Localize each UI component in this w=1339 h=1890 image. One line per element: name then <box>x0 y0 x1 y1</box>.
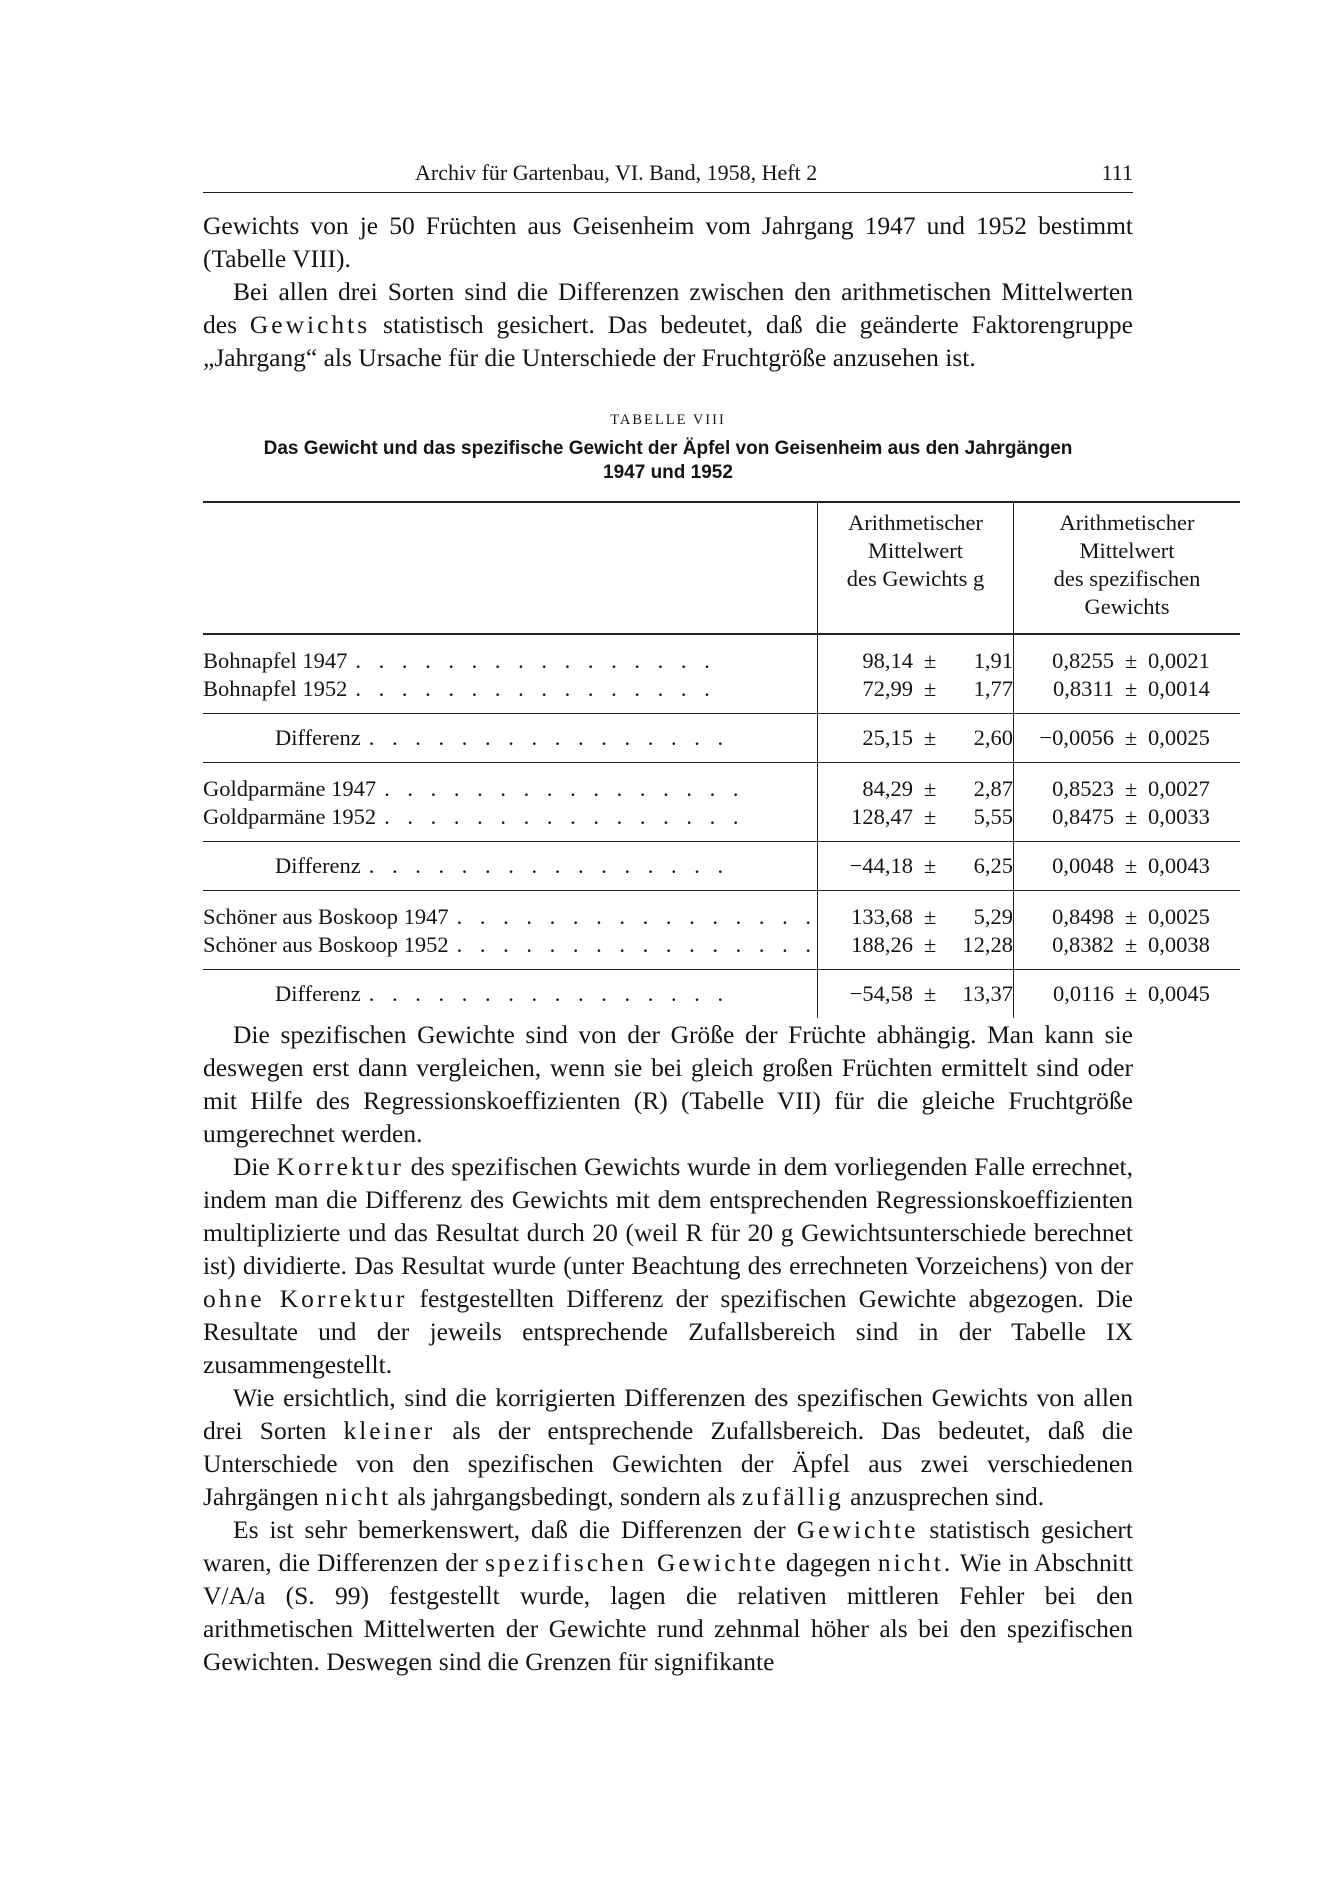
error-value: 0,0025 <box>1148 725 1210 750</box>
text-run: statistisch gesichert waren, die Differenzen der <box>203 1515 1133 1577</box>
spaced-emphasis: Gewichte <box>796 1515 919 1544</box>
spaced-emphasis: ohne Korrektur <box>203 1284 408 1313</box>
header-cell-variety <box>203 502 818 634</box>
table-row-difference <box>203 970 1240 1019</box>
plus-minus: ± <box>923 725 937 750</box>
error-value: 0,0021 <box>1148 648 1210 673</box>
weight-cell <box>818 634 1014 714</box>
header-text: des spezifischen Gewichts <box>1053 566 1201 619</box>
specific-weight-cell <box>1014 891 1241 970</box>
table-row-group <box>203 634 1240 714</box>
table-title <box>203 437 1133 485</box>
plus-minus: ± <box>1124 725 1138 750</box>
error-value: 1,91 <box>973 648 1013 673</box>
journal-title: Archiv für Gartenbau, VI. Band, 1958, Heft 2 <box>415 160 818 185</box>
header-cell-specific-weight <box>1014 502 1241 634</box>
plus-minus: ± <box>1124 648 1138 673</box>
spaced-emphasis: Korrektur <box>276 1152 405 1181</box>
mean-value: 72,99 <box>862 676 913 701</box>
row-label: Bohnapfel 1947 <box>203 648 348 673</box>
plus-minus: ± <box>1124 904 1138 929</box>
leader-dots: . . . . . . . . . . . . . . . . <box>368 981 730 1006</box>
leader-dots: . . . . . . . . . . . . . . . . <box>384 804 745 829</box>
plus-minus: ± <box>1124 804 1138 829</box>
weight-cell <box>818 970 1014 1019</box>
error-value: 0,0045 <box>1148 981 1210 1006</box>
header-rule <box>203 192 1133 193</box>
mean-value: 0,8255 <box>1052 648 1114 673</box>
mean-value: 0,8311 <box>1052 676 1114 701</box>
table-title-line: Das Gewicht und das spezifische Gewicht der Äpfel von Geisenheim aus den Jahrgängen <box>263 438 1073 459</box>
specific-weight-cell <box>1014 842 1241 891</box>
mean-value: 0,8523 <box>1052 776 1114 801</box>
row-label: Bohnapfel 1952 <box>203 676 348 701</box>
error-value: 1,77 <box>973 676 1013 701</box>
plus-minus: ± <box>1124 776 1138 801</box>
plus-minus: ± <box>923 981 937 1006</box>
spaced-emphasis: spezifischen Gewichte <box>484 1548 779 1577</box>
leader-dots: . . . . . . . . . . . . . . . . <box>368 853 730 878</box>
leader-dots: . . . . . . . . . . . . . . . . <box>355 676 716 701</box>
plus-minus: ± <box>923 776 937 801</box>
spaced-emphasis: nicht. <box>877 1548 954 1577</box>
mean-value: 128,47 <box>851 804 913 829</box>
plus-minus: ± <box>923 904 937 929</box>
row-label: Schöner aus Boskoop 1947 <box>203 904 449 929</box>
error-value: 13,37 <box>962 981 1013 1006</box>
table-row-difference <box>203 714 1240 763</box>
label-cell <box>203 714 818 763</box>
specific-weight-cell <box>1014 634 1241 714</box>
plus-minus: ± <box>1124 853 1138 878</box>
error-value: 12,28 <box>962 932 1013 957</box>
spaced-emphasis: Gewichts <box>249 310 371 339</box>
spaced-emphasis: zufällig <box>741 1482 844 1511</box>
paragraph-4 <box>203 1150 1133 1381</box>
header-text: Arithmetischer Mittelwert <box>848 510 983 563</box>
error-value: 0,0025 <box>1148 904 1210 929</box>
table-header-row <box>203 502 1240 634</box>
spaced-emphasis: kleiner <box>343 1416 436 1445</box>
error-value: 0,0033 <box>1148 804 1210 829</box>
running-header <box>203 160 1133 190</box>
mean-value: 25,15 <box>862 725 913 750</box>
text-run: Die <box>233 1152 277 1181</box>
label-cell <box>203 970 818 1019</box>
header-cell-weight <box>818 502 1014 634</box>
specific-weight-cell <box>1014 970 1241 1019</box>
specific-weight-cell <box>1014 714 1241 763</box>
spaced-emphasis: nicht <box>325 1482 392 1511</box>
text-run: Es ist sehr bemerkenswert, daß die Differenzen der <box>233 1515 797 1544</box>
error-value: 5,55 <box>973 804 1013 829</box>
page-number: 111 <box>1101 160 1133 185</box>
page <box>203 160 1210 1678</box>
text-run: statistisch gesichert. Das bedeutet, daß die geänderte Faktorengruppe „Jahrgang“ als Ursache für die Unterschiede der Fruchtgröße anzusehen ist. <box>203 310 1133 372</box>
data-table <box>203 501 1240 1018</box>
specific-weight-cell <box>1014 763 1241 842</box>
leader-dots: . . . . . . . . . . . . . . . . <box>384 776 745 801</box>
mean-value: 133,68 <box>851 904 913 929</box>
text-run: als der entsprechende Zufallsbereich. Das bedeutet, daß die Unterschiede von den spezifischen Gewichten der Äpfel aus zwei verschiedenen Jahrgängen <box>203 1416 1133 1511</box>
mean-value: 84,29 <box>862 776 913 801</box>
row-label: Differenz <box>275 725 361 750</box>
mean-value: −54,58 <box>849 981 913 1006</box>
mean-value: −0,0056 <box>1039 725 1114 750</box>
error-value: 0,0027 <box>1148 776 1210 801</box>
weight-cell <box>818 891 1014 970</box>
table-row-difference <box>203 842 1240 891</box>
error-value: 6,25 <box>973 853 1013 878</box>
mean-value: 0,8382 <box>1052 932 1114 957</box>
mean-value: 0,0116 <box>1052 981 1114 1006</box>
header-text: des Gewichts g <box>846 566 985 591</box>
label-cell <box>203 763 818 842</box>
paragraph-6 <box>203 1513 1133 1678</box>
text-run: Wie ersichtlich, sind die korrigierten Differenzen des spezifischen Gewichts von allen drei Sorten <box>203 1383 1133 1445</box>
text-run: dagegen <box>778 1548 878 1577</box>
error-value: 0,0014 <box>1148 676 1210 701</box>
leader-dots: . . . . . . . . . . . . . . . . <box>368 725 730 750</box>
text-run: anzusprechen sind. <box>843 1482 1045 1511</box>
table-caption: TABELLE VIII <box>610 412 726 428</box>
table-title-line: 1947 und 1952 <box>603 462 733 483</box>
plus-minus: ± <box>1124 932 1138 957</box>
text-run: des spezifischen Gewichts wurde in dem vorliegenden Falle errechnet, indem man die Differenz des Gewichts mit dem entsprechenden Regressionskoeffizienten multiplizierte und das Resultat durch 20 (weil R für 20 g Gewichtsunterschiede berechnet ist) dividierte. Das Resultat wurde (unter Beachtung des errechneten Vorzeichens) von der <box>203 1152 1133 1280</box>
weight-cell <box>818 714 1014 763</box>
plus-minus: ± <box>1124 676 1138 701</box>
label-cell <box>203 891 818 970</box>
leader-dots: . . . . . . . . . . . . . . . . <box>355 648 716 673</box>
table-row-group <box>203 891 1240 970</box>
mean-value: 98,14 <box>862 648 913 673</box>
leader-dots: . . . . . . . . . . . . . . . . <box>456 904 817 929</box>
row-label: Goldparmäne 1952 <box>203 804 377 829</box>
row-label: Schöner aus Boskoop 1952 <box>203 932 449 957</box>
text-run: Bei allen drei Sorten sind die Differenzen zwischen den arithmetischen Mittelwerten des <box>203 277 1133 339</box>
error-value: 0,0038 <box>1148 932 1210 957</box>
plus-minus: ± <box>923 648 937 673</box>
error-value: 2,87 <box>973 776 1013 801</box>
weight-cell <box>818 842 1014 891</box>
text-run: Wie in Abschnitt V/A/a (S. 99) festgestellt wurde, lagen die relativen mittleren Fehler bei den arithmetischen Mittelwerten der Gewichte rund zehnmal höher als bei den spezifischen Gewichten. Deswegen sind die Grenzen für signifikante <box>203 1548 1133 1676</box>
error-value: 2,60 <box>973 725 1013 750</box>
weight-cell <box>818 763 1014 842</box>
paragraph-5 <box>203 1381 1133 1513</box>
plus-minus: ± <box>1124 981 1138 1006</box>
text-run: als jahrgangsbedingt, sondern als <box>391 1482 742 1511</box>
row-label: Goldparmäne 1947 <box>203 776 377 801</box>
row-label: Differenz <box>275 853 361 878</box>
plus-minus: ± <box>923 932 937 957</box>
text-run: festgestellten Differenz der spezifischen Gewichte abgezogen. Die Resultate und der jeweils entsprechende Zufallsbereich sind in der Tabelle IX zusammengestellt. <box>203 1284 1133 1379</box>
error-value: 0,0043 <box>1148 853 1210 878</box>
mean-value: 0,8498 <box>1052 904 1114 929</box>
paragraph-1: Gewichts von je 50 Früchten aus Geisenheim vom Jahrgang 1947 und 1952 bestimmt (Tabelle VIII). <box>203 211 1133 273</box>
error-value: 5,29 <box>973 904 1013 929</box>
plus-minus: ± <box>923 853 937 878</box>
mean-value: 188,26 <box>851 932 913 957</box>
paragraph-2 <box>203 275 1133 374</box>
leader-dots: . . . . . . . . . . . . . . . . <box>456 932 817 957</box>
label-cell <box>203 634 818 714</box>
label-cell <box>203 842 818 891</box>
plus-minus: ± <box>923 676 937 701</box>
plus-minus: ± <box>923 804 937 829</box>
table-row-group <box>203 763 1240 842</box>
header-text: Arithmetischer Mittelwert <box>1059 510 1195 563</box>
mean-value: 0,0048 <box>1052 853 1114 878</box>
paragraph-3: Die spezifischen Gewichte sind von der Größe der Früchte abhängig. Man kann sie deswegen erst dann vergleichen, wenn sie bei gleich großen Früchten ermittelt sind oder mit Hilfe des Regressionskoeffizienten (R) (Tabelle VII) für die gleiche Fruchtgröße umgerechnet werden. <box>203 1020 1133 1148</box>
row-label: Differenz <box>275 981 361 1006</box>
mean-value: −44,18 <box>849 853 913 878</box>
mean-value: 0,8475 <box>1052 804 1114 829</box>
